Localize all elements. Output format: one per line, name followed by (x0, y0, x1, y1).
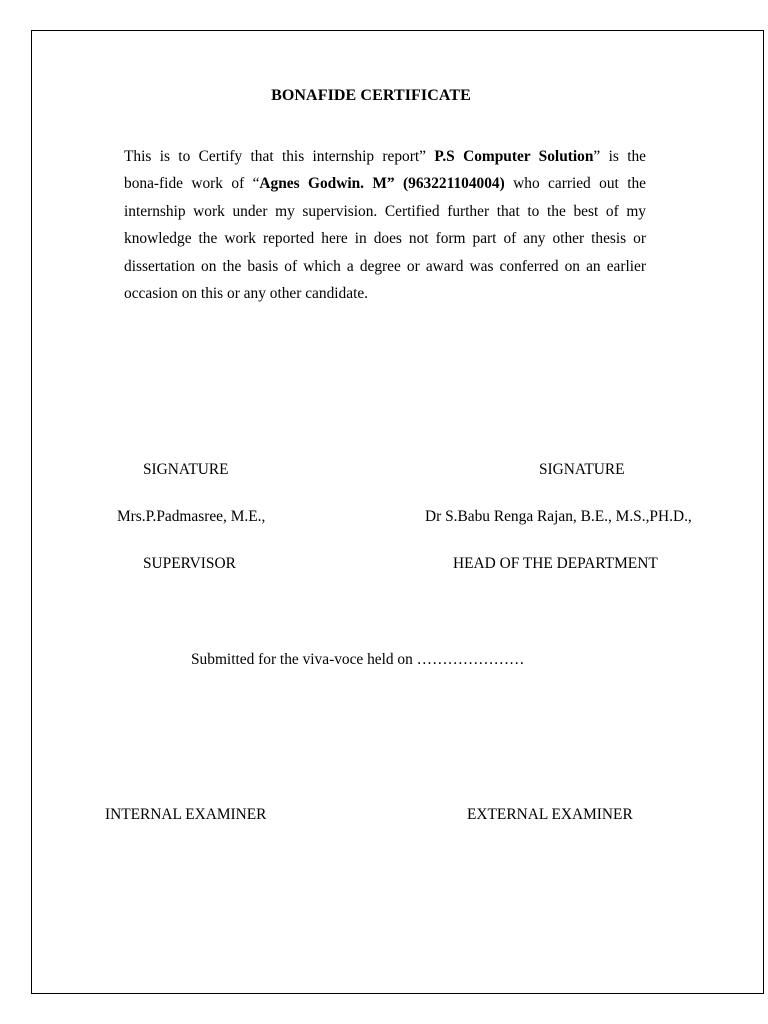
external-examiner-label: EXTERNAL EXAMINER (467, 806, 633, 823)
body-line-4: knowledge the work reported here in does not form part of any other thesis or (124, 230, 646, 248)
supervisor-role: SUPERVISOR (143, 555, 236, 572)
body-line-3: internship work under my supervision. Certified further that to the best of my (124, 202, 646, 220)
body-line-6: occasion on this or any other candidate. (124, 285, 369, 303)
body-line-2 (124, 170, 646, 197)
body-line-2-end: who carried out the (504, 175, 646, 193)
body-line-1-start: This is to Certify that this internship report” (124, 148, 426, 165)
internal-examiner-label: INTERNAL EXAMINER (105, 806, 267, 823)
student-name: Agnes Godwin. M” (963221104004) (259, 175, 505, 193)
viva-voce-line: Submitted for the viva-voce held on ………………… (191, 651, 525, 668)
certificate-body (124, 143, 646, 307)
body-line-1 (124, 143, 646, 170)
hod-signature-label: SIGNATURE (539, 461, 625, 478)
supervisor-signature-label: SIGNATURE (143, 461, 229, 478)
body-line-2-start: bona-fide work of “ (124, 175, 260, 193)
body-line-5: dissertation on the basis of which a degree or award was conferred on an earlier (124, 257, 646, 275)
supervisor-name: Mrs.P.Padmasree, M.E., (117, 508, 266, 525)
hod-role: HEAD OF THE DEPARTMENT (453, 555, 658, 572)
body-line-1-end: ” is the (593, 148, 646, 165)
company-name: P.S Computer Solution (434, 148, 594, 165)
hod-name: Dr S.Babu Renga Rajan, B.E., M.S.,PH.D., (425, 508, 692, 525)
certificate-title: BONAFIDE CERTIFICATE (271, 87, 471, 104)
